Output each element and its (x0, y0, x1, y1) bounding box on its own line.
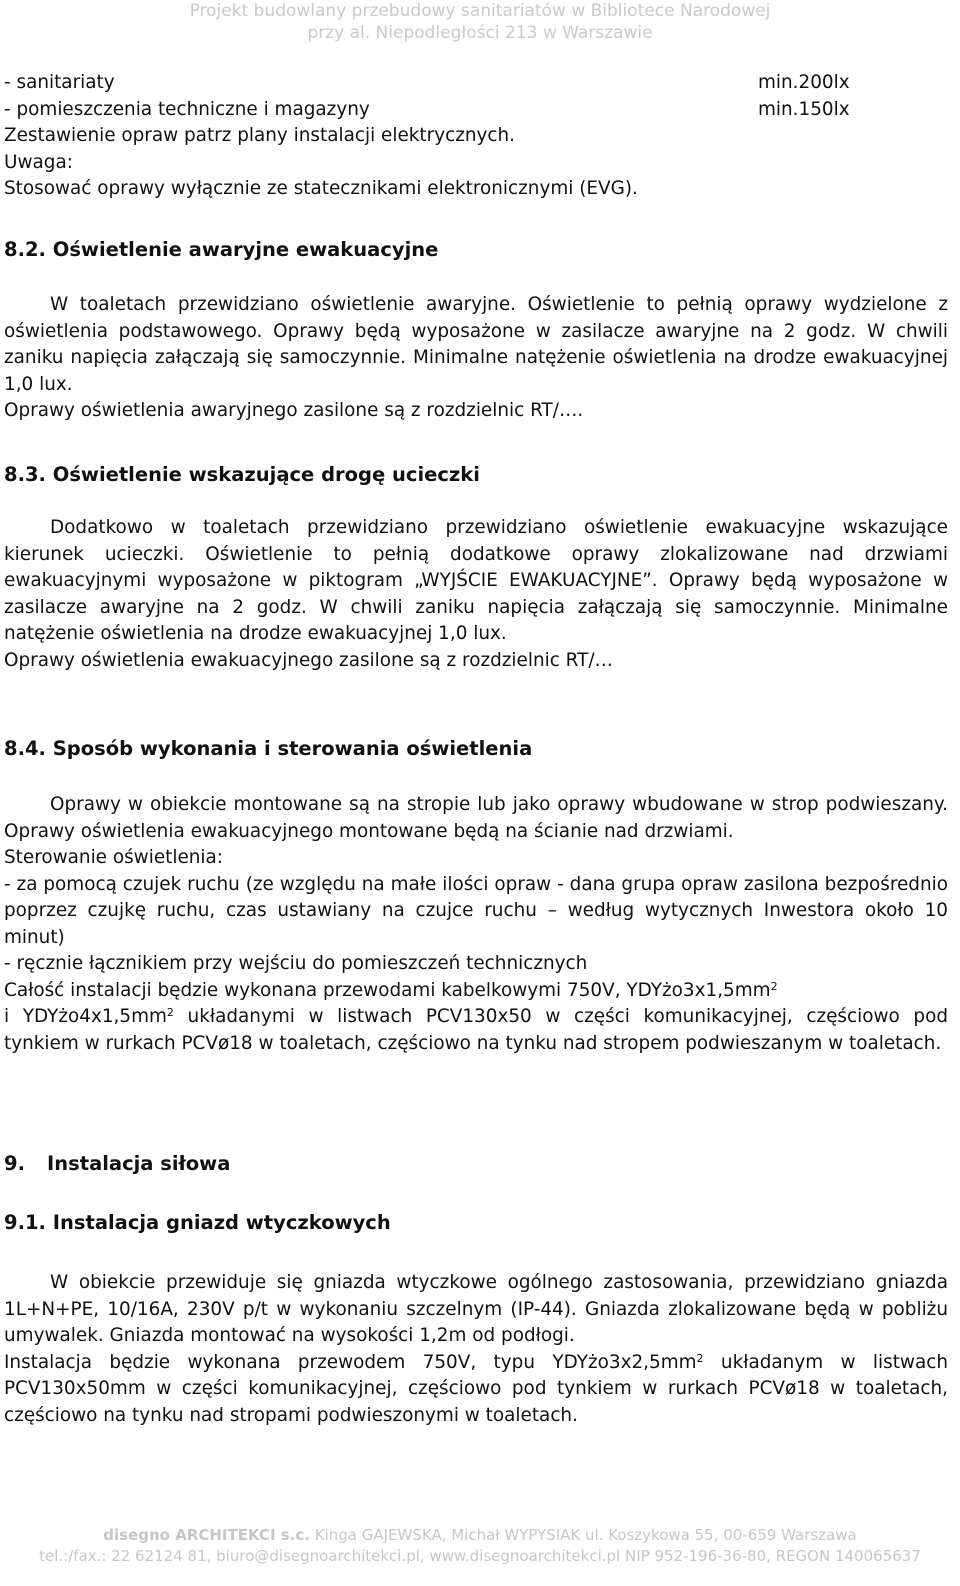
section-body-9-1 (4, 1270, 948, 1429)
text-run: i YDYżo4x1,5mm (4, 1006, 167, 1027)
superscript: 2 (770, 979, 778, 993)
paragraph: Dodatkowo w toaletach przewidziano przewidziano oświetlenie ewakuacyjne wskazujące kierunek ucieczki. Oświetlenie to pełnią dodatkowe oprawy zlokalizowane nad drzwiami ewakuacyjnymi wyposażone w piktogram „WYJŚCIE EWAKUACYJNE”. Oprawy będą wyposażone w zasilacze awaryjne na 2 godz. W chwili zaniku napięcia załączają się samoczynnie. Minimalne natężenie oświetlenia na drodze ewakuacyjnej 1,0 lux. (4, 517, 948, 644)
text-run: Instalacja będzie wykonana przewodem 750V, typu YDYżo3x2,5mm (4, 1351, 697, 1373)
section-number: 8.3. (4, 463, 46, 486)
section-title: Oświetlenie wskazujące drogę ucieczki (52, 463, 480, 486)
text-run: układanymi w listwach PCV130x50 w części komunikacyjnej, częściowo pod tynkiem w rurkach PCVø18 w toaletach, częściowo na tynku nad stropem podwieszanym w toaletach. (4, 1006, 948, 1054)
section-title: Oświetlenie awaryjne ewakuacyjne (52, 238, 439, 261)
lux-label: - pomieszczenia techniczne i magazyny (4, 98, 370, 120)
section-title: Sposób wykonania i sterowania oświetlenia (52, 737, 533, 760)
section-number: 9. (4, 1152, 25, 1175)
list-item: - ręcznie łącznikiem przy wejściu do pomieszczeń technicznych (4, 953, 588, 974)
section-body-8-2 (4, 292, 948, 425)
section-body-8-3 (4, 515, 948, 674)
header-line-2: przy al. Niepodległości 213 w Warszawie (307, 23, 653, 43)
list-item: - za pomocą czujek ruchu (ze względu na małe ilości opraw - dana grupa opraw zasilona bezpośrednio poprzez czujkę ruchu, czas ustawiany na czujce ruchu – według wytycznych Inwestora około 10 minut) (4, 873, 948, 948)
section-title: Instalacja gniazd wtyczkowych (52, 1211, 391, 1234)
text-run: układanym w listwach PCV130x50mm w części komunikacyjnej, częściowo pod tynkiem w rurkach PCVø18 w toaletach, częściowo na tynku nad stropami podwieszonymi w toaletach. (4, 1351, 948, 1426)
footer-line-2: tel.:/fax.: 22 62124 81, biuro@disegnoarchitekci.pl, www.disegnoarchitekci.pl NIP 952-196-36-80, REGON 140065637 (39, 1547, 921, 1565)
intro-line: Stosować oprawy wyłącznie ze statecznikami elektronicznymi (EVG). (4, 178, 638, 199)
lux-value: min.150lx (758, 98, 850, 120)
section-number: 8.2. (4, 238, 46, 261)
section-number: 9.1. (4, 1211, 46, 1234)
lux-value: min.200lx (758, 72, 850, 93)
paragraph (4, 1350, 948, 1430)
lux-row (4, 70, 948, 97)
section-heading-8-3 (4, 461, 480, 489)
footer-line-1 (0, 1524, 960, 1546)
intro-line: Uwaga: (4, 151, 73, 173)
paragraph (4, 978, 948, 1058)
section-number: 8.4. (4, 737, 46, 760)
section-heading-8-2 (4, 236, 438, 264)
paragraph: Oprawy w obiekcie montowane są na stropie lub jako oprawy wbudowane w strop podwieszany. Oprawy oświetlenia ewakuacyjnego montowane będą na ścianie nad drzwiami. (4, 794, 948, 842)
paragraph: W obiekcie przewiduje się gniazda wtyczkowe ogólnego zastosowania, przewidziano gniazda 1L+N+PE, 10/16A, 230V p/t w wykonaniu szczelnym (IP-44). Gniazda zlokalizowane będą w pobliżu umywalek. Gniazda montować na wysokości 1,2m od podłogi. (4, 1272, 948, 1346)
footer-firm: disegno ARCHITEKCI s.c. (103, 1526, 310, 1544)
lux-label: - sanitariaty (4, 72, 115, 93)
text-run: Całość instalacji będzie wykonana przewodami kabelkowymi 750V, YDYżo3x1,5mm (4, 979, 771, 1001)
lux-row (4, 97, 948, 124)
header-line-1: Projekt budowlany przebudowy sanitariatów w Bibliotece Narodowej (189, 1, 771, 21)
superscript: 2 (696, 1351, 704, 1365)
paragraph: Oprawy oświetlenia awaryjnego zasilone są z rozdzielnic RT/…. (4, 400, 584, 421)
paragraph: W toaletach przewidziano oświetlenie awaryjne. Oświetlenie to pełnią oprawy wydzielone z oświetlenia podstawowego. Oprawy będą wyposażone w zasilacze awaryjne na 2 godz. W chwili zaniku napięcia załączają się samoczynnie. Minimalne natężenie oświetlenia na drodze ewakuacyjnej 1,0 lux. (4, 294, 948, 395)
section-body-8-4 (4, 792, 948, 1057)
intro-line: Zestawienie opraw patrz plany instalacji elektrycznych. (4, 125, 516, 146)
intro-block (4, 70, 948, 203)
steering-label: Sterowanie oświetlenia: (4, 847, 224, 868)
paragraph: Oprawy oświetlenia ewakuacyjnego zasilone są z rozdzielnic RT/… (4, 649, 613, 671)
section-heading-9-1 (4, 1209, 391, 1237)
section-heading-8-4 (4, 735, 532, 763)
footer-text: Kinga GAJEWSKA, Michał WYPYSIAK ul. Koszykowa 55, 00-659 Warszawa (309, 1526, 857, 1544)
section-heading-9 (4, 1150, 230, 1178)
section-title: Instalacja siłowa (47, 1152, 231, 1175)
superscript: 2 (166, 1006, 174, 1019)
